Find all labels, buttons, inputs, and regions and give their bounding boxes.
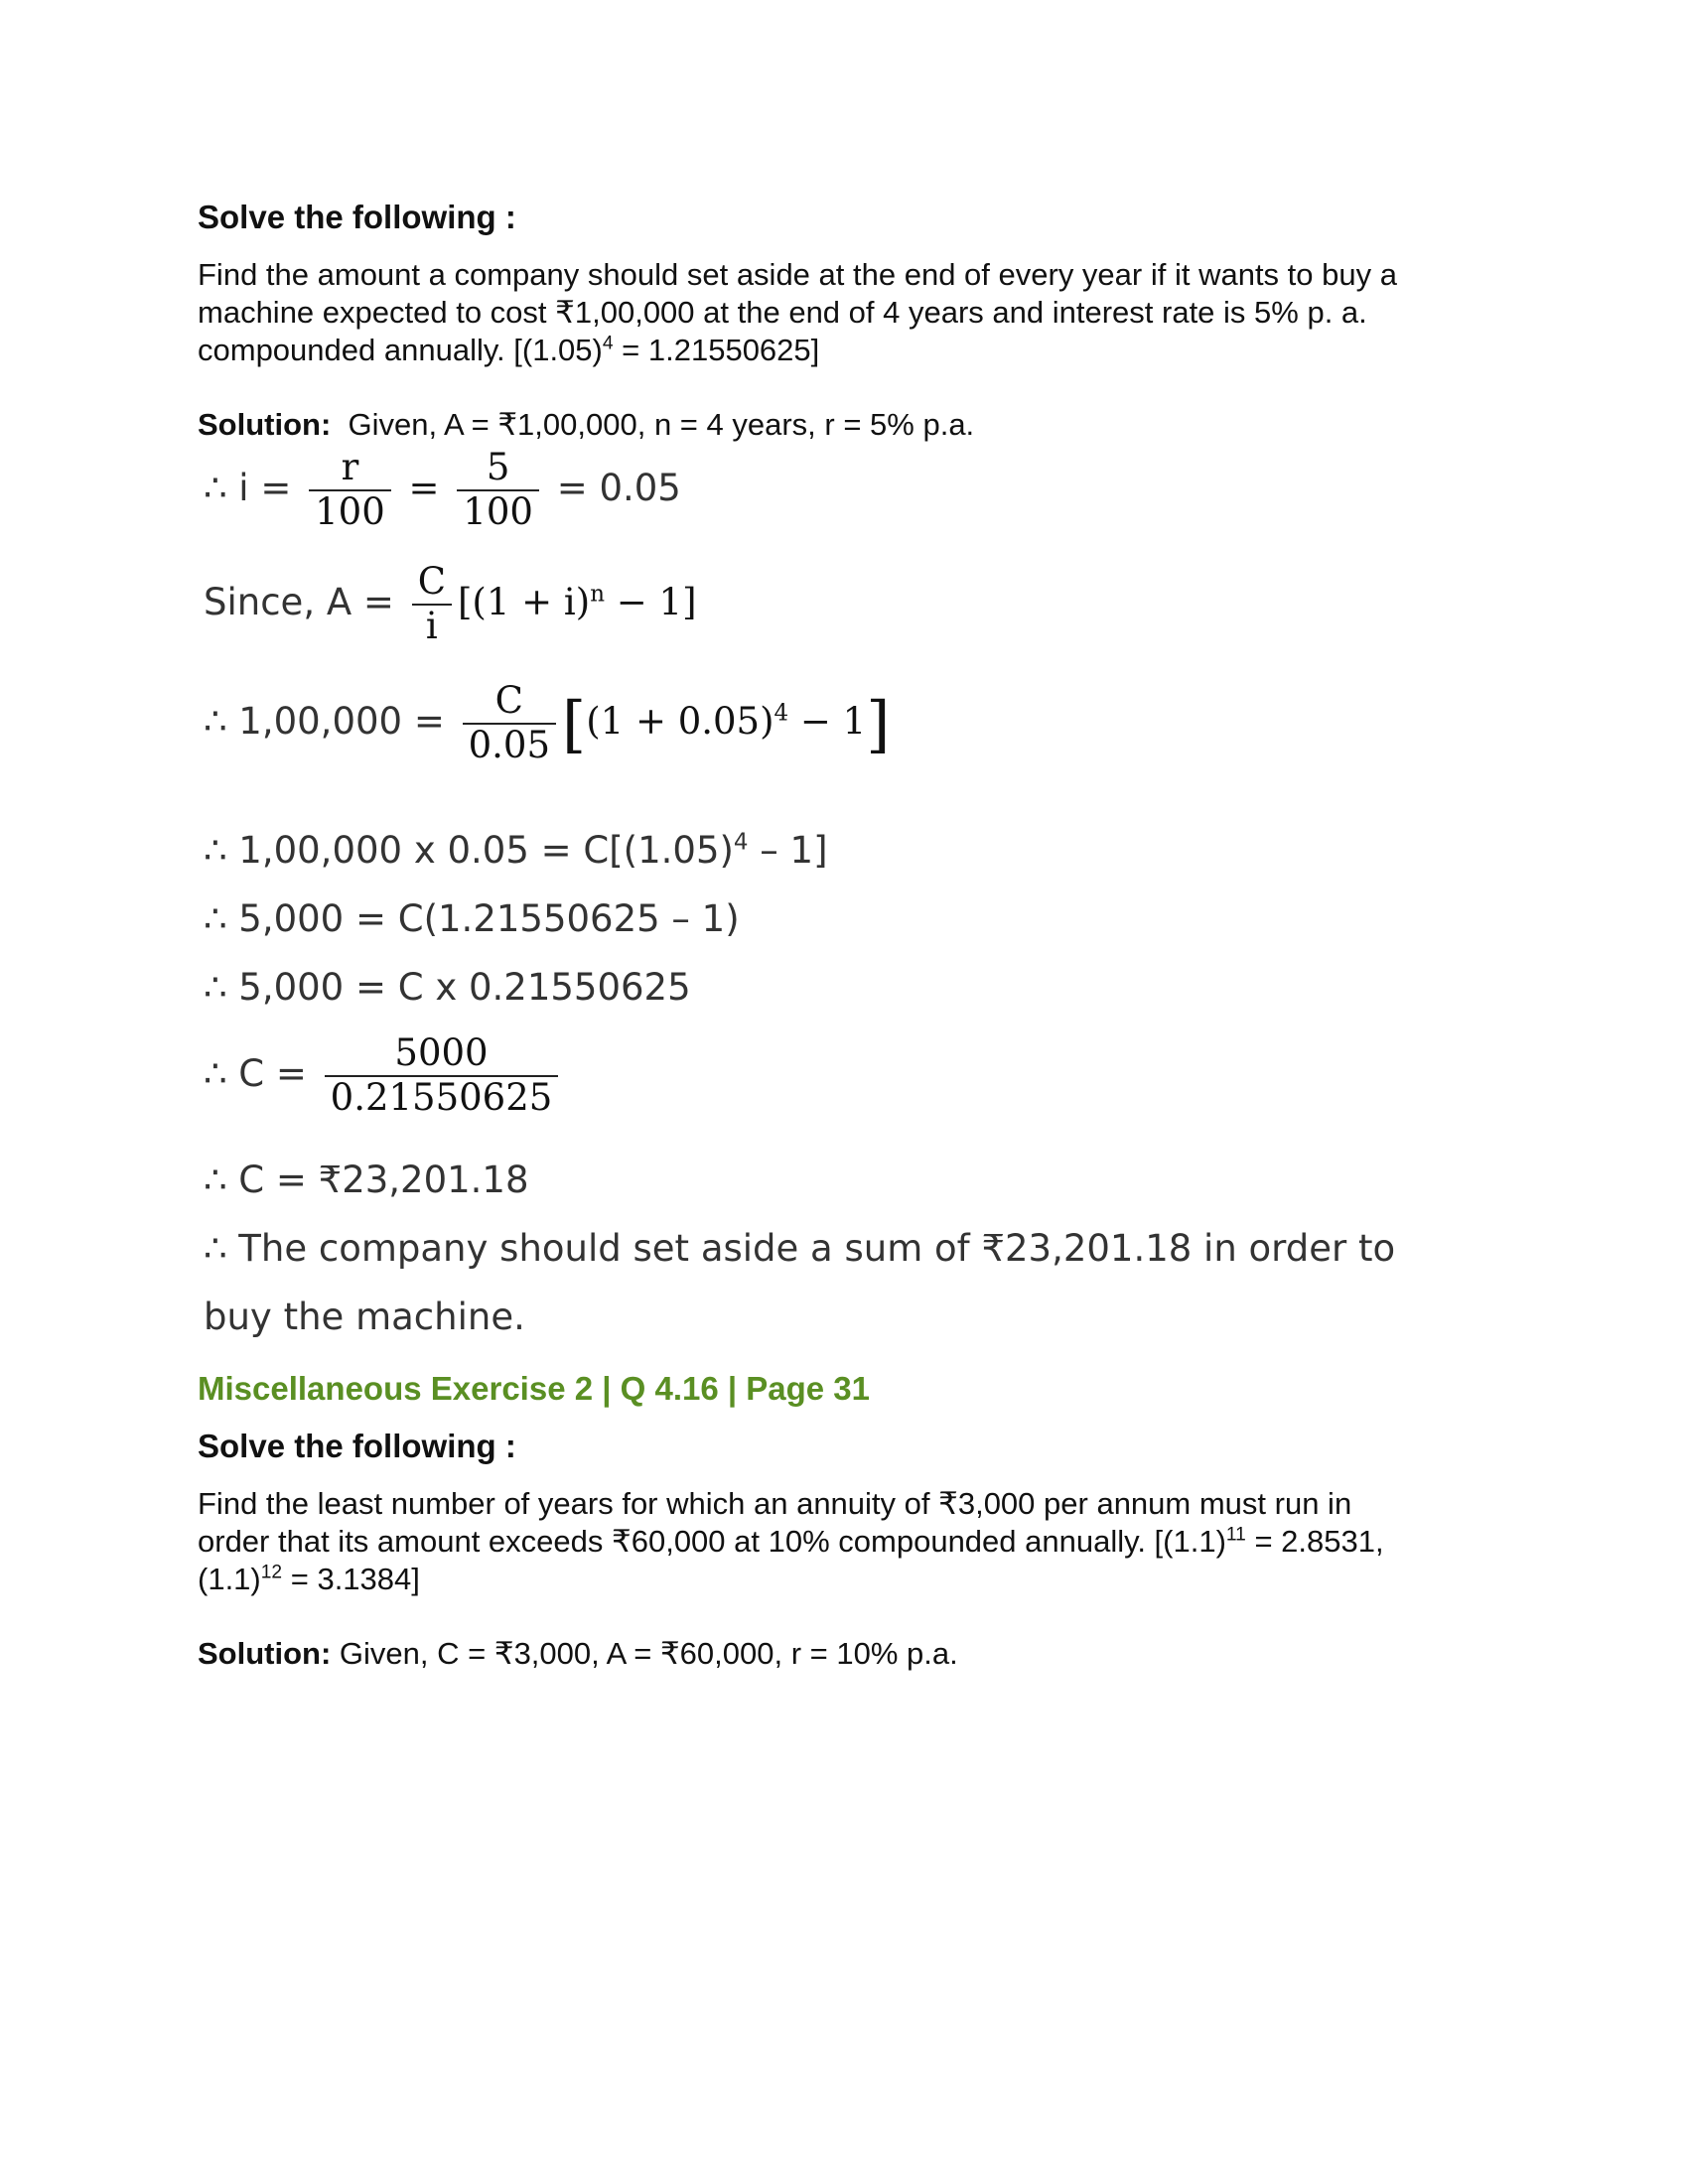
problem-statement <box>198 256 1508 369</box>
equation-step: ∴ 1,00,000 = $\frac{C}{0.05}$ $[(1 + 0.05)^4 - 1]$ <box>204 679 891 766</box>
question-heading: Solve the following : <box>198 199 516 235</box>
problem-line: compounded annually. $[(1.05)^4 = 1.21550625]$ <box>198 333 820 367</box>
fraction: $\frac{5000}{0.21550625}$ <box>325 1032 559 1119</box>
equation-step: ∴ 5,000 = C(1.21550625 – 1) <box>204 897 740 940</box>
solution-label: Solution: <box>198 407 332 442</box>
problem-line: Find the amount a company should set aside at the end of every year if it wants to buy a <box>198 257 1397 292</box>
solution-given: Solution: Given, C = ₹3,000, A = ₹60,000, r = 10% p.a. <box>198 1636 958 1671</box>
fraction: $\frac{C}{i}$ <box>412 561 452 647</box>
problem-line: order that its amount exceeds ₹60,000 at 10% compounded annually. [$(1.1)^{11} = 2.8531$, <box>198 1524 1384 1559</box>
equation-step: Since, A = $\frac{C}{i}$ $[(1 + i)^n - 1]$ <box>204 560 697 647</box>
equation-step: ∴ 5,000 = C x 0.21550625 <box>204 966 691 1009</box>
problem-line: machine expected to cost ₹1,00,000 at the end of 4 years and interest rate is 5% p. a. <box>198 295 1367 330</box>
exercise-reference: Miscellaneous Exercise 2 | Q 4.16 | Page 31 <box>198 1370 871 1407</box>
equation-step: ∴ C = $\frac{5000}{0.21550625}$ <box>204 1032 564 1119</box>
conclusion-line: buy the machine. <box>204 1296 525 1338</box>
fraction: $\frac{C}{0.05}$ <box>463 680 556 766</box>
problem-line: $(1.1)^{12} = 3.1384$] <box>198 1562 420 1596</box>
problem-statement <box>198 1485 1508 1598</box>
equation-step: ∴ 1,00,000 x $0.05 = C[(1.05)^4 - 1]$ <box>204 829 828 872</box>
solution-label: Solution: <box>198 1636 332 1671</box>
solution-given: Solution: Given, A = ₹1,00,000, n = 4 years, r = 5% p.a. <box>198 407 975 442</box>
equation-step: ∴ C = ₹23,201.18 <box>204 1159 529 1201</box>
conclusion-line: ∴ The company should set aside a sum of ₹23,201.18 in order to <box>204 1227 1396 1270</box>
problem-line: Find the least number of years for which an annuity of ₹3,000 per annum must run in <box>198 1486 1352 1521</box>
question-heading: Solve the following : <box>198 1428 516 1464</box>
fraction: $\frac{5}{100}$ <box>457 447 539 533</box>
fraction: $\frac{r}{100}$ <box>309 447 391 533</box>
equation-step: ∴ i = $\frac{r}{100}$ = $\frac{5}{100}$ = 0.05 <box>204 446 681 533</box>
